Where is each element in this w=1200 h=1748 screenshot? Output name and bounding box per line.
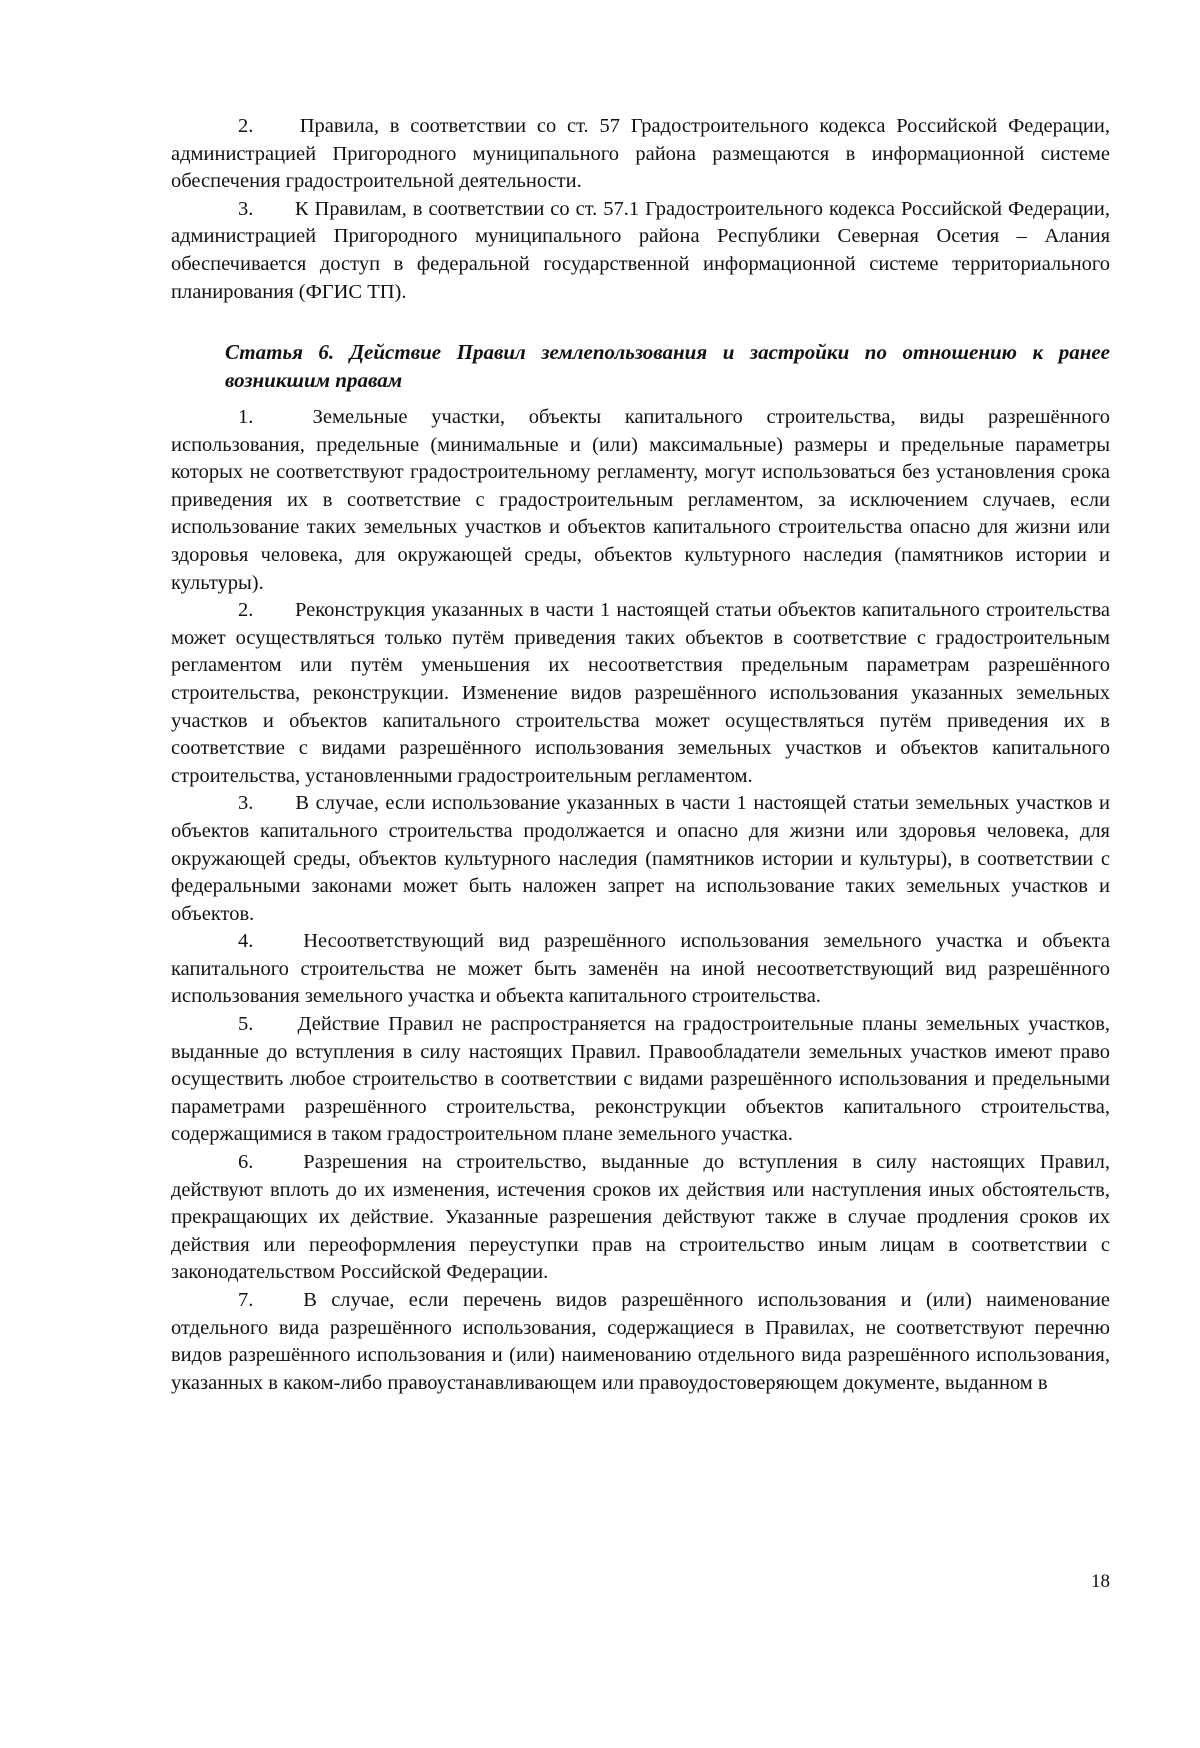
paragraph: 5. Действие Правил не распространяется на градостроительные планы земельных участков, выданные до вступления в силу настоящих Правил. Правообладатели земельных участков имеют право осуществить любое строительство в соответствии с видами разрешённого использования и предельными параметрами разрешённого строительства, реконструкции объектов капитального строительства, содержащимися в таком градостроительном плане земельного участка.	[171, 1013, 1116, 1146]
paragraph: 6. Разрешения на строительство, выданные до вступления в силу настоящих Правил, действуют вплоть до их изменения, истечения сроков их действия или наступления иных обстоятельств, прекращающих их действие. Указанные разрешения действуют также в случае продления сроков их действия или переоформления переуступки прав на строительство иным лицам в соответствии с законодательством Российской Федерации.	[171, 1151, 1116, 1284]
paragraph: 2. Реконструкция указанных в части 1 настоящей статьи объектов капитального строительства может осуществляться только путём приведения таких объектов в соответствие с градостроительным регламентом или путём уменьшения их несоответствия предельным параметрам разрешённого строительства, реконструкции. Изменение видов разрешённого использования указанных земельных участков и объектов капитального строительства может осуществляться путём приведения их в соответствие с видами разрешённого использования земельных участков и объектов капитального строительства, установленными градостроительным регламентом.	[171, 599, 1116, 787]
article-heading: Статья 6. Действие Правил землепользования и застройки по отношению к ранее возникшим правам	[225, 340, 1110, 392]
page-number: 18	[1091, 1571, 1110, 1592]
paragraph: 2. Правила, в соответствии со ст. 57 Градостроительного кодекса Российской Федерации, администрацией Пригородного муниципального района размещаются в информационной системе обеспечения градостроительной деятельности.	[171, 115, 1116, 193]
paragraph: 1. Земельные участки, объекты капитального строительства, виды разрешённого использования, предельные (минимальные и (или) максимальные) размеры и предельные параметры которых не соответствуют градостроительному регламенту, могут использоваться без установления срока приведения их в соответствие с градостроительным регламентом, за исключением случаев, если использование таких земельных участков и объектов капитального строительства опасно для жизни или здоровья человека, для окружающей среды, объектов культурного наследия (памятников истории и культуры).	[171, 406, 1116, 594]
paragraph: 7. В случае, если перечень видов разрешённого использования и (или) наименование отдельного вида разрешённого использования, содержащиеся в Правилах, не соответствуют перечню видов разрешённого использования и (или) наименованию отдельного вида разрешённого использования, указанных в каком-либо правоустанавливающем или правоудостоверяющем документе, выданном в	[171, 1289, 1116, 1394]
paragraph: 3. К Правилам, в соответствии со ст. 57.1 Градостроительного кодекса Российской Федерации, администрацией Пригородного муниципального района Республики Северная Осетия – Алания обеспечивается доступ в федеральной государственной информационной системе территориального планирования (ФГИС ТП).	[171, 197, 1116, 303]
article-body	[171, 404, 1116, 1397]
paragraph: 3. В случае, если использование указанных в части 1 настоящей статьи земельных участков и объектов капитального строительства продолжается и опасно для жизни или здоровья человека, для окружающей среды, объектов культурного наследия (памятников истории и культуры), в соответствии с федеральными законами может быть наложен запрет на использование таких земельных участков и объектов.	[171, 792, 1116, 925]
paragraph: 4. Несоответствующий вид разрешённого использования земельного участка и объекта капитального строительства не может быть заменён на иной несоответствующий вид разрешённого использования земельного участка и объекта капитального строительства.	[171, 930, 1116, 1008]
intro-section	[171, 113, 1116, 306]
